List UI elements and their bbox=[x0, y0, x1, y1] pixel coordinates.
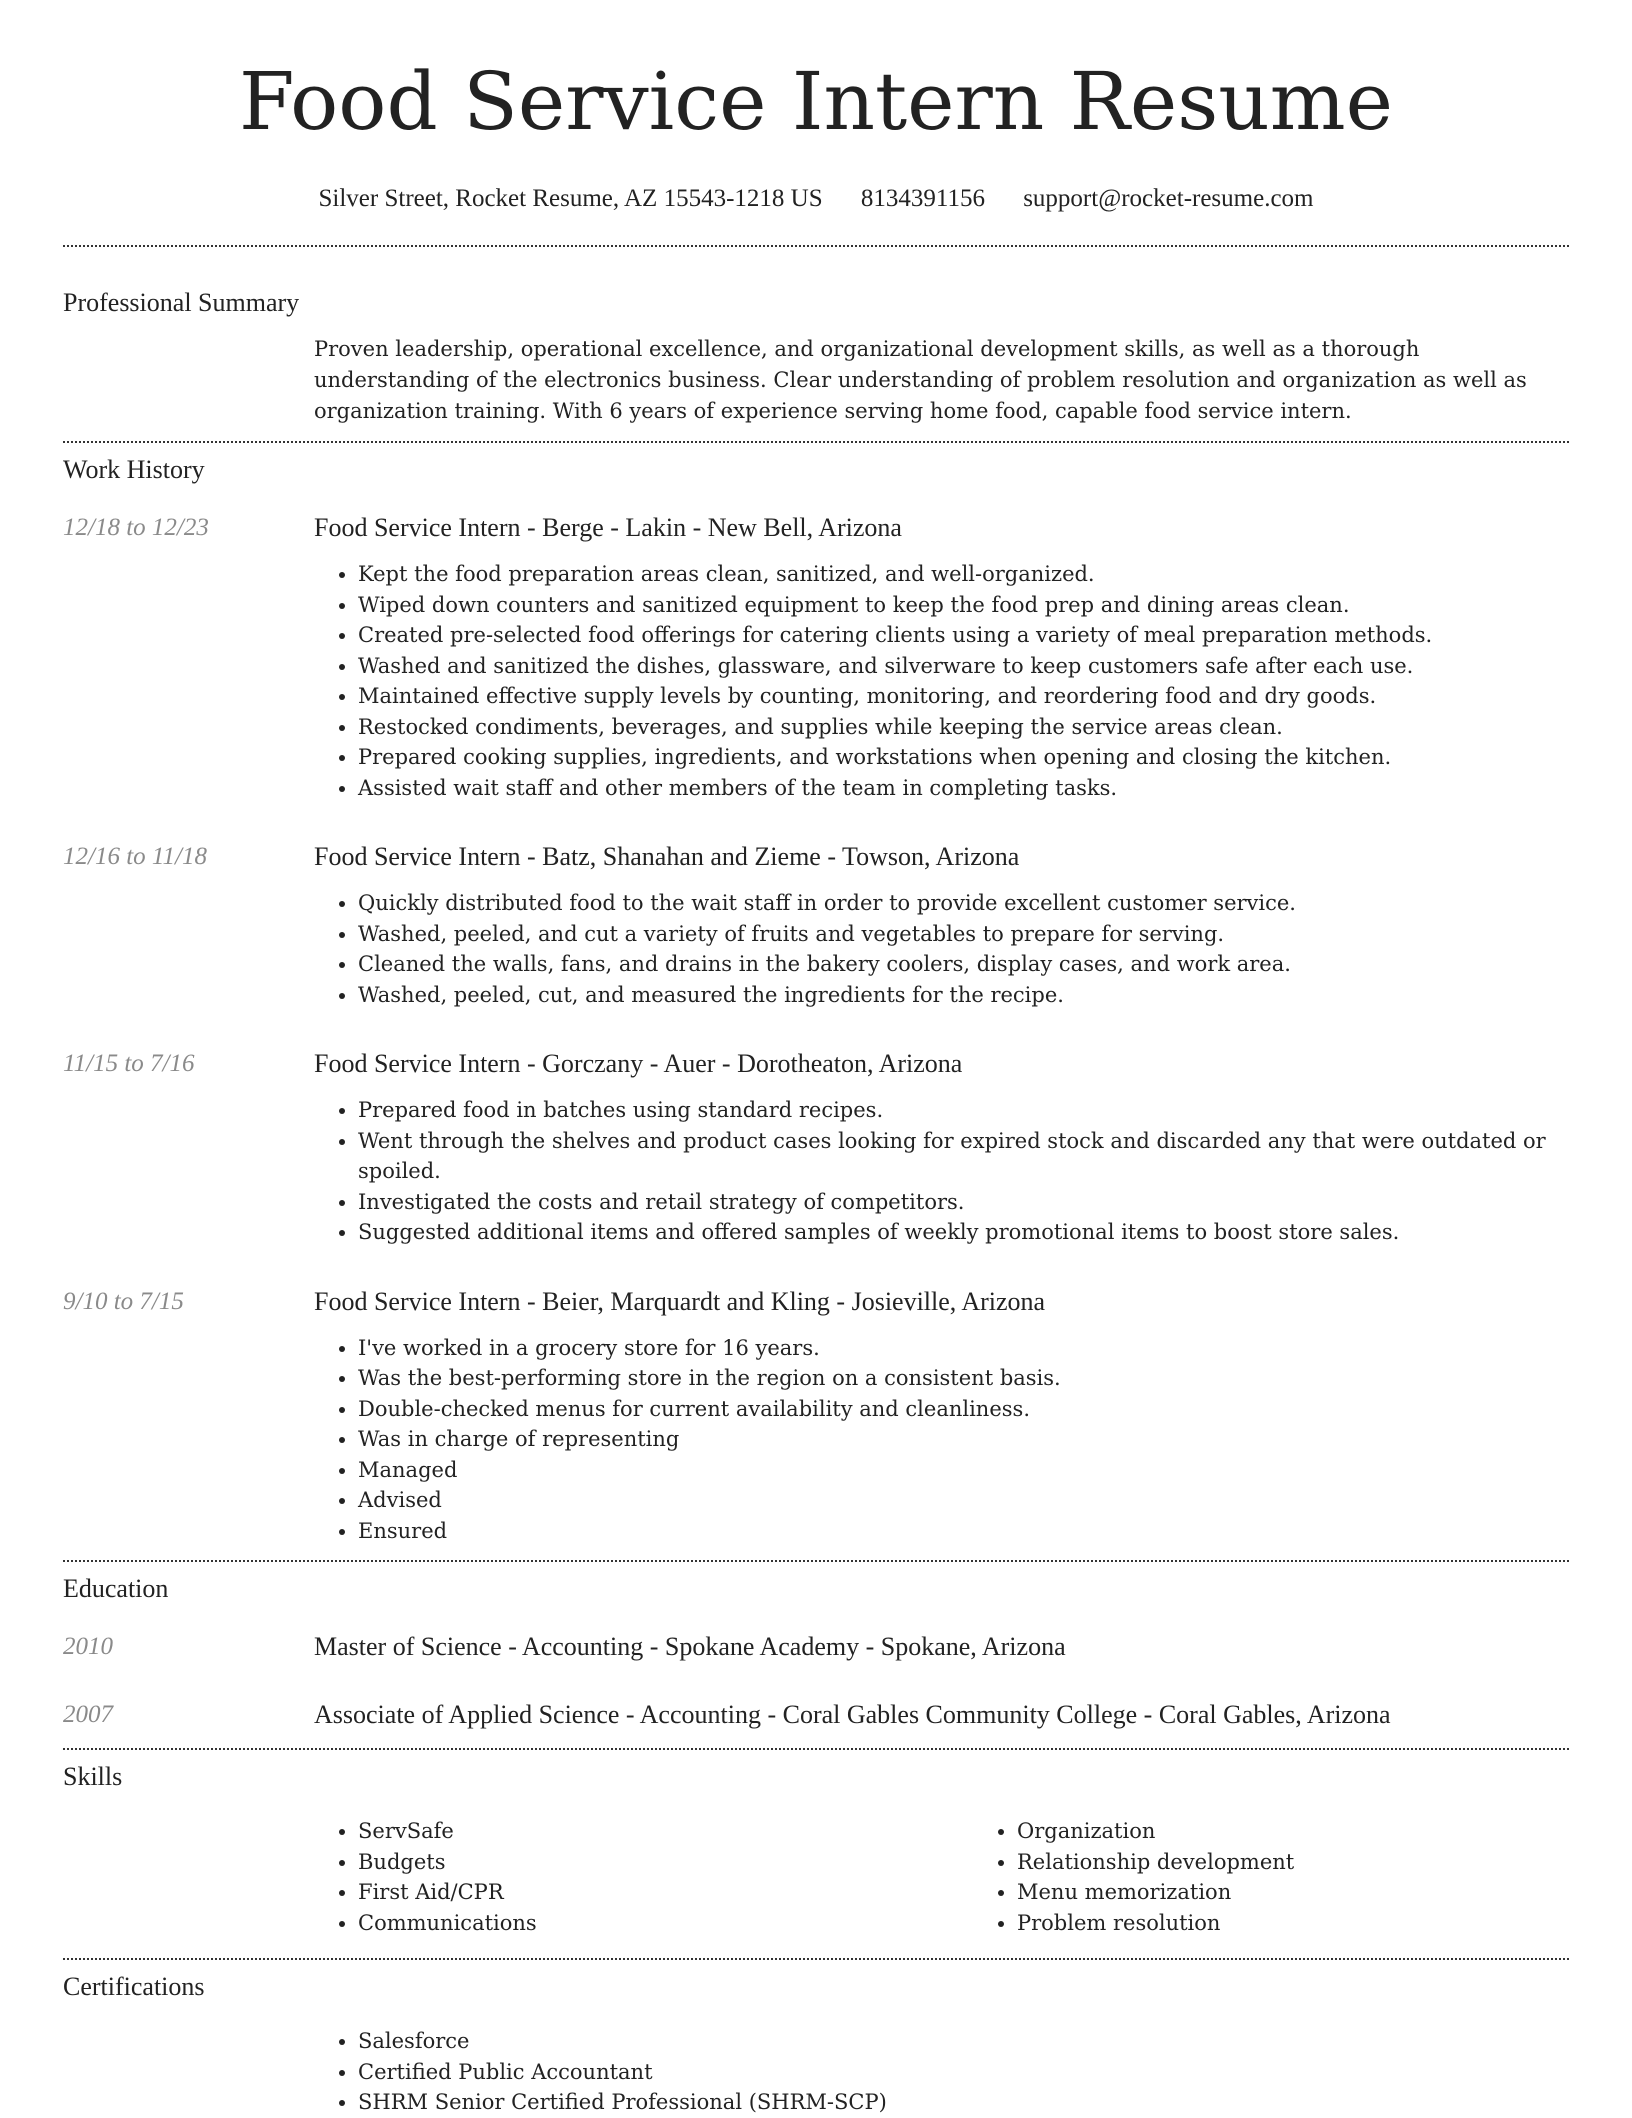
section-divider bbox=[63, 245, 1569, 247]
list-item: • Kept the food preparation areas clean, sanitized, and well-organized. bbox=[358, 559, 1569, 590]
job-title: Food Service Intern - Berge - Lakin - New Bell, Arizona bbox=[314, 513, 902, 542]
list-item: • Went through the shelves and product cases looking for expired stock and discarded any that were outdated or spoiled. bbox=[358, 1126, 1569, 1187]
job-title: Food Service Intern - Beier, Marquardt and Kling - Josieville, Arizona bbox=[314, 1286, 1046, 1316]
job-dates: 11/15 to 7/16 bbox=[63, 1050, 195, 1077]
list-item: • Washed, peeled, and cut a variety of fruits and vegetables to prepare for serving. bbox=[358, 919, 1569, 950]
list-item: • Certified Public Accountant bbox=[358, 2057, 1569, 2088]
list-item: • SHRM Senior Certified Professional (SHRM-SCP) bbox=[358, 2087, 1569, 2118]
contact-line bbox=[63, 182, 1569, 216]
list-item: • Washed and sanitized the dishes, glassware, and silverware to keep customers safe after each use. bbox=[358, 651, 1569, 682]
education-title: Associate of Applied Science - Accounting - Coral Gables Community College - Coral Gables, Arizona bbox=[314, 1700, 1391, 1729]
summary-text: Proven leadership, operational excellence, and organizational development skills, as well as a thorough understanding of the electronics business. Clear understanding of problem resolution and organization as well as organization training. With 6 years of experience serving home food, capable food service intern. bbox=[314, 337, 1527, 423]
list-item: • Washed, peeled, cut, and measured the ingredients for the recipe. bbox=[358, 980, 1569, 1011]
job-bullets bbox=[314, 888, 1569, 1010]
list-item: • Ensured bbox=[358, 1516, 1569, 1547]
list-item: • Created pre-selected food offerings for catering clients using a variety of meal preparation methods. bbox=[358, 620, 1569, 651]
education-title: Master of Science - Accounting - Spokane Academy - Spokane, Arizona bbox=[314, 1632, 1066, 1661]
job-dates: 12/18 to 12/23 bbox=[63, 514, 209, 541]
education-entry bbox=[63, 1698, 1569, 1732]
summary-heading: Professional Summary bbox=[63, 288, 300, 317]
work-history-heading: Work History bbox=[63, 455, 205, 484]
list-item: • Assisted wait staff and other members of the team in completing tasks. bbox=[358, 773, 1569, 804]
list-item: • Organization bbox=[1017, 1816, 1632, 1847]
job-entry bbox=[63, 840, 1569, 1010]
list-item: • Advised bbox=[358, 1485, 1569, 1516]
skills-list-left bbox=[314, 1816, 973, 1938]
list-item: • Relationship development bbox=[1017, 1847, 1632, 1878]
section-divider bbox=[63, 1958, 1569, 1960]
certifications-list bbox=[314, 2026, 1569, 2118]
education-year: 2007 bbox=[63, 1701, 113, 1728]
education-entry bbox=[63, 1630, 1569, 1664]
job-dates: 12/16 to 11/18 bbox=[63, 843, 207, 870]
section-divider bbox=[63, 1560, 1569, 1562]
list-item: • Prepared cooking supplies, ingredients, and workstations when opening and closing the kitchen. bbox=[358, 742, 1569, 773]
certifications-row bbox=[63, 2026, 1569, 2118]
certifications-heading: Certifications bbox=[63, 1972, 205, 2001]
list-item: • Salesforce bbox=[358, 2026, 1569, 2057]
list-item: • Cleaned the walls, fans, and drains in the bakery coolers, display cases, and work area. bbox=[358, 949, 1569, 980]
job-title: Food Service Intern - Batz, Shanahan and Zieme - Towson, Arizona bbox=[314, 842, 1020, 871]
job-bullets bbox=[314, 1333, 1569, 1547]
education-heading: Education bbox=[63, 1574, 169, 1603]
job-bullets bbox=[314, 559, 1569, 803]
job-entry bbox=[63, 511, 1569, 803]
list-item: • Managed bbox=[358, 1455, 1569, 1486]
list-item: • Communications bbox=[358, 1908, 973, 1939]
job-entry bbox=[63, 1285, 1569, 1547]
list-item: • Double-checked menus for current availability and cleanliness. bbox=[358, 1394, 1569, 1425]
list-item: • Quickly distributed food to the wait staff in order to provide excellent customer service. bbox=[358, 888, 1569, 919]
contact-phone: 8134391156 bbox=[860, 185, 985, 212]
list-item: • First Aid/CPR bbox=[358, 1877, 973, 1908]
list-item: • ServSafe bbox=[358, 1816, 973, 1847]
skills-heading: Skills bbox=[63, 1762, 123, 1791]
list-item: • Investigated the costs and retail strategy of competitors. bbox=[358, 1187, 1569, 1218]
list-item: • Restocked condiments, beverages, and supplies while keeping the service areas clean. bbox=[358, 712, 1569, 743]
education-year: 2010 bbox=[63, 1633, 113, 1660]
contact-address: Silver Street, Rocket Resume, AZ 15543-1218 US bbox=[318, 185, 823, 212]
skills-row bbox=[63, 1816, 1569, 1938]
list-item: • Menu memorization bbox=[1017, 1877, 1632, 1908]
section-divider bbox=[63, 441, 1569, 443]
skills-list-right bbox=[973, 1816, 1632, 1938]
section-divider bbox=[63, 1748, 1569, 1750]
list-item: • I've worked in a grocery store for 16 years. bbox=[358, 1333, 1569, 1364]
list-item: • Budgets bbox=[358, 1847, 973, 1878]
list-item: • Problem resolution bbox=[1017, 1908, 1632, 1939]
job-bullets bbox=[314, 1095, 1569, 1248]
contact-email: support@rocket-resume.com bbox=[1023, 185, 1314, 212]
list-item: • Suggested additional items and offered samples of weekly promotional items to boost store sales. bbox=[358, 1217, 1569, 1248]
list-item: • Was in charge of representing bbox=[358, 1424, 1569, 1455]
job-dates: 9/10 to 7/15 bbox=[63, 1287, 184, 1315]
job-title: Food Service Intern - Gorczany - Auer - Dorotheaton, Arizona bbox=[314, 1049, 963, 1078]
page-title: Food Service Intern Resume bbox=[238, 55, 1394, 148]
summary-row bbox=[63, 334, 1569, 427]
list-item: • Was the best-performing store in the region on a consistent basis. bbox=[358, 1363, 1569, 1394]
list-item: • Maintained effective supply levels by counting, monitoring, and reordering food and dry goods. bbox=[358, 681, 1569, 712]
list-item: • Wiped down counters and sanitized equipment to keep the food prep and dining areas clean. bbox=[358, 590, 1569, 621]
list-item: • Prepared food in batches using standard recipes. bbox=[358, 1095, 1569, 1126]
job-entry bbox=[63, 1047, 1569, 1248]
